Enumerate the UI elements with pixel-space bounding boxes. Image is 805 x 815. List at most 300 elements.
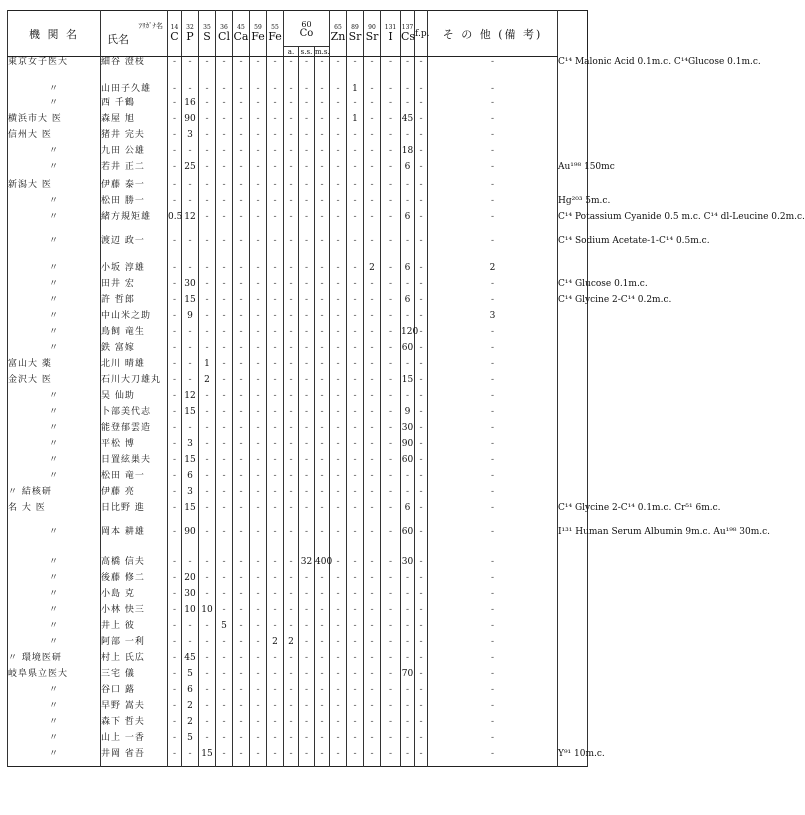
value-cell: - [401, 653, 415, 669]
value-cell: - [364, 487, 381, 503]
value-cell: - [330, 701, 347, 717]
remarks-cell [558, 487, 588, 503]
table-row [8, 343, 588, 359]
value-cell: - [199, 343, 216, 359]
value-cell: - [401, 236, 415, 263]
value-cell: - [233, 637, 250, 653]
value-cell: - [415, 733, 428, 749]
value-cell: - [364, 669, 381, 685]
value-cell: - [233, 114, 250, 130]
value-cell: - [233, 130, 250, 146]
value-cell: - [401, 487, 415, 503]
value-cell: - [199, 503, 216, 527]
value-cell: - [347, 57, 364, 84]
value-cell: - [250, 359, 267, 375]
value-cell: - [250, 573, 267, 589]
value-cell: - [168, 487, 182, 503]
remarks-cell: Au¹⁹⁸ 150mc [558, 162, 588, 180]
value-cell: - [250, 263, 267, 279]
value-cell: - [199, 669, 216, 685]
value-cell: - [428, 279, 558, 295]
value-cell: - [381, 487, 401, 503]
institution-cell: 金沢大 医 [8, 375, 101, 391]
value-cell: - [428, 343, 558, 359]
value-cell: - [347, 196, 364, 212]
value-cell: - [381, 471, 401, 487]
value-cell: - [284, 311, 299, 327]
value-cell: - [347, 733, 364, 749]
col-header-name [101, 11, 168, 57]
value-cell: 30 [182, 589, 199, 605]
value-cell: - [168, 196, 182, 212]
value-cell: - [216, 423, 233, 439]
value-cell: - [216, 439, 233, 455]
col-header-c14: 14 C [168, 11, 182, 57]
value-cell: - [267, 503, 284, 527]
value-cell: - [199, 263, 216, 279]
institution-cell: 〃 [8, 236, 101, 263]
value-cell: - [233, 621, 250, 637]
value-cell: - [364, 311, 381, 327]
value-cell: - [168, 605, 182, 621]
value-cell: - [330, 589, 347, 605]
value-cell: - [250, 621, 267, 637]
value-cell: - [315, 57, 330, 84]
value-cell: - [233, 146, 250, 162]
value-cell: - [330, 196, 347, 212]
value-cell: - [299, 114, 315, 130]
value-cell: - [233, 653, 250, 669]
value-cell: - [401, 196, 415, 212]
value-cell: - [250, 236, 267, 263]
value-cell: 1 [199, 359, 216, 375]
value-cell: - [182, 180, 199, 196]
value-cell: - [233, 471, 250, 487]
col-header-i131: 131 I [381, 11, 401, 57]
value-cell: - [428, 407, 558, 423]
value-cell: - [182, 236, 199, 263]
value-cell: - [182, 146, 199, 162]
value-cell: 6 [182, 685, 199, 701]
value-cell: - [428, 212, 558, 236]
value-cell: - [233, 487, 250, 503]
remarks-cell [558, 717, 588, 733]
name-cell: 吴 仙助 [101, 391, 168, 407]
value-cell: - [315, 605, 330, 621]
table-row [8, 455, 588, 471]
value-cell: - [415, 236, 428, 263]
value-cell: - [267, 236, 284, 263]
value-cell: - [267, 196, 284, 212]
value-cell: - [415, 717, 428, 733]
value-cell: - [364, 162, 381, 180]
institution-cell: 〃 [8, 146, 101, 162]
table-row [8, 212, 588, 236]
value-cell: - [199, 236, 216, 263]
value-cell: - [428, 621, 558, 637]
value-cell: - [216, 162, 233, 180]
value-cell: - [347, 236, 364, 263]
value-cell: - [299, 180, 315, 196]
value-cell: - [347, 605, 364, 621]
value-cell: - [364, 212, 381, 236]
value-cell: - [216, 311, 233, 327]
value-cell: - [182, 557, 199, 573]
value-cell: - [284, 685, 299, 701]
value-cell: - [267, 130, 284, 146]
name-cell: 小坂 淳雄 [101, 263, 168, 279]
value-cell: - [347, 653, 364, 669]
value-cell: - [216, 653, 233, 669]
value-cell: - [347, 455, 364, 471]
col-header-s35: 35 S [199, 11, 216, 57]
value-cell: - [330, 557, 347, 573]
value-cell: 6 [401, 263, 415, 279]
value-cell: - [267, 471, 284, 487]
name-cell: 高橋 信夫 [101, 557, 168, 573]
value-cell: - [347, 375, 364, 391]
name-cell: 細谷 澄枝 [101, 57, 168, 84]
value-cell: - [299, 749, 315, 767]
value-cell: - [233, 503, 250, 527]
value-cell: - [415, 407, 428, 423]
table-row [8, 196, 588, 212]
value-cell: - [284, 621, 299, 637]
value-cell: - [216, 557, 233, 573]
institution-cell: 〃 [8, 557, 101, 573]
value-cell: - [267, 146, 284, 162]
value-cell: - [168, 359, 182, 375]
value-cell: - [250, 98, 267, 114]
value-cell: - [315, 236, 330, 263]
value-cell: - [299, 653, 315, 669]
value-cell: - [284, 407, 299, 423]
value-cell: - [267, 343, 284, 359]
value-cell: - [428, 573, 558, 589]
name-cell: 谷口 蕗 [101, 685, 168, 701]
value-cell: - [364, 733, 381, 749]
value-cell: - [381, 589, 401, 605]
value-cell: - [250, 212, 267, 236]
value-cell: 60 [401, 343, 415, 359]
institution-cell: 〃 [8, 717, 101, 733]
table-row [8, 471, 588, 487]
table-row [8, 439, 588, 455]
value-cell: - [267, 98, 284, 114]
value-cell: - [315, 653, 330, 669]
value-cell: - [250, 279, 267, 295]
value-cell: - [364, 343, 381, 359]
value-cell: - [347, 669, 364, 685]
value-cell: - [401, 605, 415, 621]
value-cell: - [315, 263, 330, 279]
institution-cell: 〃 [8, 295, 101, 311]
value-cell: - [315, 343, 330, 359]
institution-cell: 富山大 薬 [8, 359, 101, 375]
value-cell: - [299, 527, 315, 557]
value-cell: - [415, 327, 428, 343]
value-cell: 2 [199, 375, 216, 391]
institution-cell: 〃 [8, 391, 101, 407]
value-cell: 15 [182, 503, 199, 527]
value-cell: - [299, 733, 315, 749]
value-cell: - [428, 180, 558, 196]
table-row [8, 180, 588, 196]
value-cell: - [330, 573, 347, 589]
institution-cell: 東京女子医大 [8, 57, 101, 84]
value-cell: 15 [199, 749, 216, 767]
value-cell: 5 [216, 621, 233, 637]
value-cell: - [299, 455, 315, 471]
institution-cell: 岐阜県立医大 [8, 669, 101, 685]
value-cell: - [381, 343, 401, 359]
value-cell: - [168, 589, 182, 605]
name-cell: 阿部 一利 [101, 637, 168, 653]
value-cell: - [401, 180, 415, 196]
value-cell: - [330, 84, 347, 98]
institution-cell: 〃 [8, 685, 101, 701]
remarks-cell [558, 327, 588, 343]
value-cell: - [330, 212, 347, 236]
institution-cell: 〃 環境医研 [8, 653, 101, 669]
value-cell: - [267, 375, 284, 391]
value-cell: - [315, 295, 330, 311]
institution-cell: 〃 [8, 423, 101, 439]
value-cell: - [199, 621, 216, 637]
value-cell: - [401, 701, 415, 717]
value-cell: - [401, 589, 415, 605]
value-cell: - [415, 196, 428, 212]
value-cell: - [415, 455, 428, 471]
value-cell: - [381, 605, 401, 621]
value-cell: - [347, 471, 364, 487]
table-row [8, 130, 588, 146]
value-cell: - [381, 527, 401, 557]
value-cell: - [415, 279, 428, 295]
value-cell: - [401, 685, 415, 701]
institution-cell: 〃 [8, 212, 101, 236]
value-cell: - [364, 749, 381, 767]
name-cell: 松田 勝一 [101, 196, 168, 212]
table-row [8, 407, 588, 423]
value-cell: - [233, 439, 250, 455]
value-cell: - [347, 130, 364, 146]
remarks-cell [558, 455, 588, 471]
value-cell: - [250, 637, 267, 653]
value-cell: - [364, 295, 381, 311]
value-cell: - [284, 717, 299, 733]
value-cell: - [168, 733, 182, 749]
col-header-p32: 32 P [182, 11, 199, 57]
value-cell: 3 [428, 311, 558, 327]
remarks-cell [558, 701, 588, 717]
col-header-institution: 機 関 名 [8, 11, 101, 57]
name-cell: 北川 晴雄 [101, 359, 168, 375]
value-cell: - [168, 423, 182, 439]
remarks-cell: C¹⁴ Glycine 2-C¹⁴ 0.1m.c. Cr⁵¹ 6m.c. [558, 503, 588, 527]
remarks-cell [558, 669, 588, 685]
value-cell: - [347, 162, 364, 180]
value-cell: - [199, 162, 216, 180]
value-cell: - [299, 359, 315, 375]
value-cell: - [364, 605, 381, 621]
value-cell: - [364, 114, 381, 130]
institution-cell: 〃 [8, 589, 101, 605]
col-header-sr89: 89 Sr [347, 11, 364, 57]
value-cell: 1 [347, 114, 364, 130]
table-row [8, 98, 588, 114]
value-cell: - [299, 573, 315, 589]
value-cell: - [267, 57, 284, 84]
value-cell: - [364, 573, 381, 589]
value-cell: - [330, 669, 347, 685]
remarks-cell: Hg²⁰³ 5m.c. [558, 196, 588, 212]
value-cell: - [284, 557, 299, 573]
value-cell: - [415, 621, 428, 637]
value-cell: - [330, 423, 347, 439]
name-cell: 井岡 省吾 [101, 749, 168, 767]
value-cell: - [330, 57, 347, 84]
value-cell: - [216, 57, 233, 84]
value-cell: - [315, 669, 330, 685]
table-row [8, 685, 588, 701]
value-cell: - [401, 130, 415, 146]
value-cell: - [267, 455, 284, 471]
value-cell: - [199, 407, 216, 423]
value-cell: - [347, 295, 364, 311]
value-cell: - [415, 685, 428, 701]
value-cell: - [199, 295, 216, 311]
name-cell: 森屋 旭 [101, 114, 168, 130]
value-cell: - [250, 391, 267, 407]
value-cell: - [428, 114, 558, 130]
value-cell: - [381, 717, 401, 733]
value-cell: - [330, 263, 347, 279]
col-header-other: そ の 他 (備 考) [428, 11, 558, 57]
value-cell: - [250, 295, 267, 311]
value-cell: - [381, 196, 401, 212]
value-cell: - [299, 343, 315, 359]
value-cell: - [299, 669, 315, 685]
value-cell: - [216, 279, 233, 295]
table-row [8, 589, 588, 605]
name-cell: 小島 克 [101, 589, 168, 605]
remarks-cell: C¹⁴ Potassium Cyanide 0.5 m.c. C¹⁴ dl-Leucine 0.2m.c. [558, 212, 588, 236]
value-cell: - [415, 57, 428, 84]
value-cell: - [330, 180, 347, 196]
value-cell: - [315, 279, 330, 295]
value-cell: - [299, 685, 315, 701]
value-cell: - [315, 146, 330, 162]
value-cell: - [364, 327, 381, 343]
value-cell: - [284, 327, 299, 343]
table-row [8, 605, 588, 621]
value-cell: - [428, 391, 558, 407]
value-cell: - [267, 589, 284, 605]
value-cell: - [250, 557, 267, 573]
value-cell: - [299, 391, 315, 407]
value-cell: - [284, 527, 299, 557]
remarks-cell [558, 343, 588, 359]
value-cell: - [168, 57, 182, 84]
name-cell: 松田 竜一 [101, 471, 168, 487]
value-cell: - [250, 685, 267, 701]
value-cell: - [199, 84, 216, 98]
value-cell: - [330, 375, 347, 391]
value-cell: - [428, 455, 558, 471]
value-cell: - [267, 605, 284, 621]
value-cell: - [250, 487, 267, 503]
table-row [8, 653, 588, 669]
value-cell: - [299, 375, 315, 391]
value-cell: - [330, 621, 347, 637]
value-cell: - [199, 557, 216, 573]
value-cell: - [250, 130, 267, 146]
value-cell: - [233, 311, 250, 327]
value-cell: - [428, 701, 558, 717]
value-cell: - [168, 407, 182, 423]
value-cell: - [428, 130, 558, 146]
value-cell: - [330, 279, 347, 295]
value-cell: - [168, 653, 182, 669]
table-row [8, 263, 588, 279]
value-cell: - [381, 279, 401, 295]
value-cell: 30 [401, 423, 415, 439]
value-cell: - [315, 701, 330, 717]
value-cell: - [415, 503, 428, 527]
value-cell: - [364, 557, 381, 573]
value-cell: - [250, 327, 267, 343]
value-cell: - [428, 749, 558, 767]
name-cell: 伊藤 亮 [101, 487, 168, 503]
value-cell: - [182, 263, 199, 279]
value-cell: - [428, 717, 558, 733]
table-row [8, 669, 588, 685]
value-cell: - [381, 407, 401, 423]
name-cell: 山上 一香 [101, 733, 168, 749]
value-cell: 60 [401, 455, 415, 471]
value-cell: - [428, 57, 558, 84]
value-cell: - [364, 359, 381, 375]
value-cell: - [347, 263, 364, 279]
value-cell: - [347, 180, 364, 196]
value-cell: - [347, 98, 364, 114]
value-cell: - [347, 749, 364, 767]
value-cell: 6 [182, 471, 199, 487]
value-cell: 1 [347, 84, 364, 98]
value-cell: 30 [182, 279, 199, 295]
value-cell: - [381, 212, 401, 236]
value-cell: - [284, 130, 299, 146]
value-cell: - [428, 236, 558, 263]
remarks-cell [558, 471, 588, 487]
table-row [8, 717, 588, 733]
value-cell: - [199, 279, 216, 295]
value-cell: - [284, 733, 299, 749]
value-cell: - [364, 503, 381, 527]
value-cell: 30 [401, 557, 415, 573]
name-cell: 中山米之助 [101, 311, 168, 327]
name-cell: 許 哲郎 [101, 295, 168, 311]
value-cell: - [364, 455, 381, 471]
value-cell: - [415, 162, 428, 180]
value-cell: - [250, 701, 267, 717]
value-cell: - [250, 653, 267, 669]
value-cell: - [330, 162, 347, 180]
value-cell: - [415, 605, 428, 621]
value-cell: - [347, 685, 364, 701]
value-cell: - [401, 391, 415, 407]
